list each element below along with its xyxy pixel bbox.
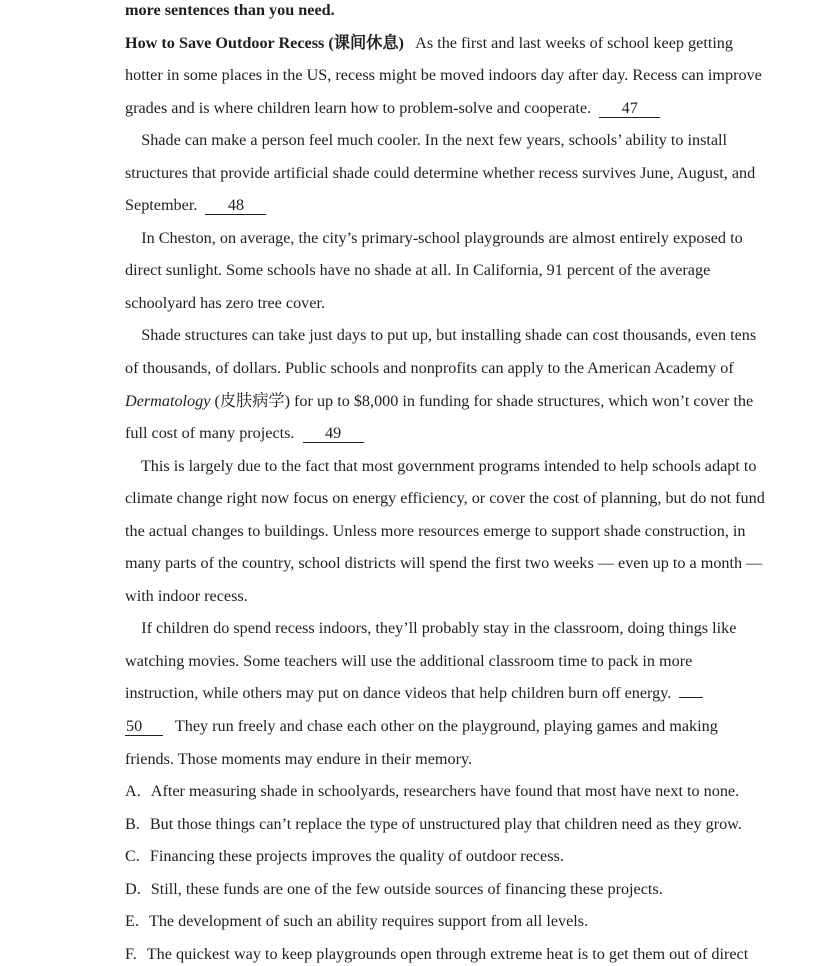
text-run: direct sunlight. Some schools have no shade at all. In California, 91 percent of the average (125, 261, 711, 280)
text-run: many parts of the country, school districts will spend the first two weeks — even up to a month — (125, 554, 763, 573)
passage-line (125, 287, 785, 320)
text-run: As the first and last weeks of school keep getting (403, 33, 733, 52)
option-c (125, 840, 785, 873)
text-run: the actual changes to buildings. Unless more resources emerge to support shade construction, in (125, 521, 746, 540)
text-run: This is largely due to the fact that most government programs intended to help schools adapt to (125, 456, 757, 475)
passage-line (125, 743, 785, 776)
passage-line (125, 254, 785, 287)
passage-line (125, 612, 785, 645)
text-run: After measuring shade in schoolyards, researchers have found that most have next to none. (150, 782, 740, 801)
option-label: F. (125, 944, 137, 963)
text-run: friends. Those moments may endure in their memory. (125, 749, 473, 768)
option-a (125, 775, 785, 808)
text-run: Shade can make a person feel much cooler. In the next few years, schools’ ability to install (125, 131, 728, 150)
passage-line (125, 417, 785, 450)
option-b (125, 808, 785, 841)
option-label: C. (125, 847, 140, 866)
passage-line (125, 124, 785, 157)
option-label: A. (125, 782, 141, 801)
text-run: grades and is where children learn how to problem-solve and cooperate. (125, 98, 600, 117)
bold-text-run: more sentences than you need. (125, 1, 335, 19)
passage-line (125, 482, 785, 515)
italic-text-run: Dermatology (125, 391, 211, 410)
passage-line (125, 677, 785, 710)
answer-blank-50-lead[interactable] (679, 679, 703, 698)
option-label: B. (125, 814, 140, 833)
answer-blank-48[interactable]: 48 (205, 196, 266, 215)
text-run: watching movies. Some teachers will use the additional classroom time to pack in more (125, 651, 693, 670)
passage-line (125, 515, 785, 548)
passage-line (125, 450, 785, 483)
passage-line (125, 547, 785, 580)
passage-line (125, 352, 785, 385)
answer-blank-47[interactable]: 47 (599, 99, 660, 118)
passage-line (125, 59, 785, 92)
text-run: In Cheston, on average, the city’s primary-school playgrounds are almost entirely exposed to (125, 228, 743, 247)
text-run: If children do spend recess indoors, they’ll probably stay in the classroom, doing things like (125, 619, 737, 638)
text-run: But those things can’t replace the type of unstructured play that children need as they grow. (149, 814, 742, 833)
text-column (125, 0, 785, 966)
answer-blank-50[interactable]: 50 (125, 717, 163, 736)
passage-title-line (125, 27, 785, 60)
text-run: hotter in some places in the US, recess might be moved indoors day after day. Recess can improve (125, 66, 762, 85)
passage-line (125, 157, 785, 190)
option-e (125, 905, 785, 938)
instruction-tail (125, 0, 785, 27)
text-run: with indoor recess. (125, 586, 248, 605)
passage-line (125, 710, 785, 743)
text-run: (皮肤病学) for up to $8,000 in funding for shade structures, which won’t cover the (210, 391, 754, 410)
answer-blank-49[interactable]: 49 (303, 424, 364, 443)
text-run: schoolyard has zero tree cover. (125, 293, 326, 312)
passage-line (125, 385, 785, 418)
bold-text-run: How to Save Outdoor Recess (课间休息) (125, 33, 404, 52)
option-label: D. (125, 879, 141, 898)
text-run: of thousands, of dollars. Public schools and nonprofits can apply to the American Academy of (125, 359, 734, 378)
option-label: E. (125, 912, 139, 931)
text-run: The quickest way to keep playgrounds open through extreme heat is to get them out of direct (146, 944, 749, 963)
option-d (125, 873, 785, 906)
text-run: instruction, while others may put on dance videos that help children burn off energy. (125, 684, 680, 703)
passage-line (125, 645, 785, 678)
text-run: The development of such an ability requires support from all levels. (148, 912, 589, 931)
text-run: full cost of many projects. (125, 424, 303, 443)
text-run: They run freely and chase each other on the playground, playing games and making (163, 717, 718, 736)
passage-line (125, 319, 785, 352)
text-run: Still, these funds are one of the few outside sources of financing these projects. (150, 879, 663, 898)
passage-line (125, 222, 785, 255)
text-run: Shade structures can take just days to put up, but installing shade can cost thousands, even tens (125, 326, 757, 345)
option-f (125, 938, 785, 966)
text-run: structures that provide artificial shade could determine whether recess survives June, August, and (125, 163, 756, 182)
text-run: Financing these projects improves the quality of outdoor recess. (149, 847, 564, 866)
text-run: September. (125, 196, 206, 215)
passage-line (125, 189, 785, 222)
passage-line (125, 580, 785, 613)
passage-line (125, 92, 785, 125)
text-run: climate change right now focus on energy efficiency, or cover the cost of planning, but do not fund (125, 489, 765, 508)
